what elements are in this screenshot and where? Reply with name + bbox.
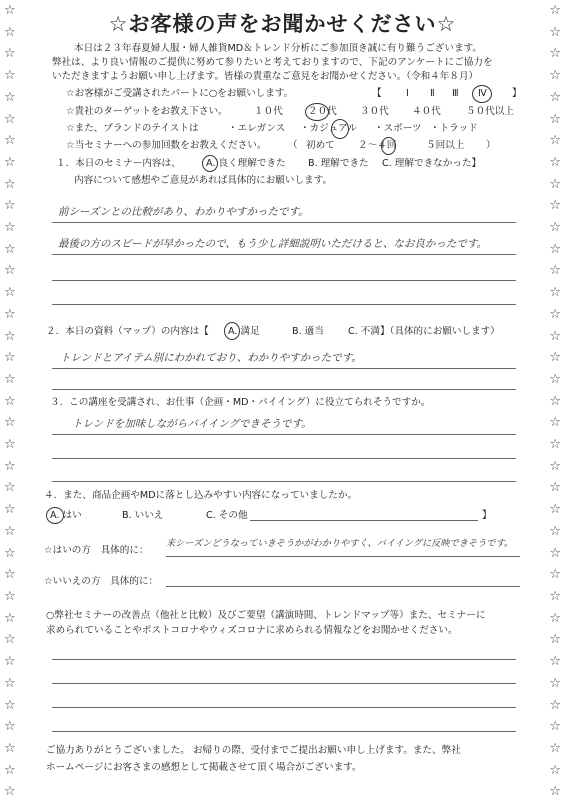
star-border-icon: ☆: [549, 3, 561, 18]
q4-selected-circle: [46, 507, 64, 524]
other-answer-line: [250, 520, 478, 521]
count-2-4[interactable]: ２～４回: [358, 140, 397, 151]
star-border-icon: ☆: [549, 437, 561, 453]
star-border-icon: ☆: [549, 784, 561, 800]
star-border-icon: ☆: [549, 154, 561, 170]
intro-line-3: いただきますようお願い申し上げます。皆様の貴重なご意見をお聞かせください。（令和４年８月）: [52, 71, 479, 82]
part-bracket-open: 【: [372, 88, 382, 99]
yes-label: ☆はいの方 具体的に：: [44, 545, 149, 556]
taste-elegance[interactable]: ・エレガンス: [228, 123, 286, 134]
yes-answer: 来シーズンどうなっていきそうかがわかりやすく、バイイングに反映できそうです。: [166, 538, 514, 549]
star-border-icon: ☆: [549, 24, 561, 40]
answer-line: [52, 368, 516, 369]
star-border-icon: ☆: [549, 458, 561, 474]
q1-answer-2: 最後の方のスピードが早かったので、もう少し詳細説明いただけると、なお良かったです。: [58, 238, 488, 250]
star-border-icon: ☆: [549, 480, 561, 496]
q2-option-b[interactable]: B. 適当: [292, 326, 324, 337]
answer-line: [52, 458, 516, 459]
answer-line: [52, 481, 516, 482]
answer-line: [52, 683, 516, 684]
star-border-icon: ☆: [4, 523, 16, 539]
star-border-icon: ☆: [4, 437, 16, 453]
star-border-icon: ☆: [4, 285, 16, 301]
star-border-icon: ☆: [549, 740, 561, 756]
taste-trad[interactable]: ・トラッド: [430, 123, 478, 134]
star-border-icon: ☆: [4, 263, 16, 279]
star-border-icon: ☆: [4, 241, 16, 257]
star-border-icon: ☆: [4, 371, 16, 387]
star-border-icon: ☆: [549, 610, 561, 626]
q3-text: ３．この講座を受講され、お仕事（企画・MD・バイイング）に役立てられそうですか。: [50, 397, 431, 408]
footer-line-2: ホームページにお客さまの感想として掲載させて頂く場合がございます。: [46, 762, 362, 773]
page-title: ☆お客様の声をお聞かせください☆: [108, 12, 457, 36]
no-label: ☆いいえの方 具体的に：: [44, 576, 159, 587]
star-border-icon: ☆: [4, 3, 16, 18]
star-border-icon: ☆: [549, 176, 561, 192]
star-border-icon: ☆: [4, 588, 16, 604]
count-paren-close: ）: [486, 140, 496, 151]
star-border-icon: ☆: [4, 176, 16, 192]
star-border-icon: ☆: [549, 133, 561, 149]
star-border-icon: ☆: [549, 415, 561, 431]
answer-line: [52, 280, 516, 281]
star-border-icon: ☆: [4, 610, 16, 626]
count-5plus[interactable]: ５回以上: [426, 140, 465, 151]
star-border-icon: ☆: [4, 68, 16, 84]
star-border-icon: ☆: [549, 545, 561, 561]
star-border-icon: ☆: [549, 46, 561, 62]
left-star-border: [4, 0, 16, 803]
q4-option-b[interactable]: B. いいえ: [122, 510, 164, 521]
star-border-icon: ☆: [549, 263, 561, 279]
q2-option-a[interactable]: A. 満足: [228, 326, 260, 337]
star-border-icon: ☆: [549, 393, 561, 409]
q2-option-c[interactable]: C. 不満】（具体的にお願いします）: [348, 326, 500, 337]
part-option-1[interactable]: Ⅰ: [406, 88, 409, 99]
answer-line: [52, 707, 516, 708]
star-border-icon: ☆: [4, 154, 16, 170]
star-border-icon: ☆: [549, 306, 561, 322]
target-option-50s[interactable]: ５０代以上: [466, 106, 514, 117]
answer-line: [52, 659, 516, 660]
selected-part-circle: [472, 85, 492, 103]
selected-taste-circle: [331, 119, 349, 139]
star-border-icon: ☆: [4, 697, 16, 713]
target-option-20s[interactable]: ２０代: [308, 106, 337, 117]
part-option-3[interactable]: Ⅲ: [452, 88, 459, 99]
star-border-icon: ☆: [4, 545, 16, 561]
star-border-icon: ☆: [549, 675, 561, 691]
star-border-icon: ☆: [549, 719, 561, 735]
q1-option-b[interactable]: B. 理解できた: [308, 158, 369, 169]
part-bracket-close: 】: [512, 88, 522, 99]
star-border-icon: ☆: [4, 762, 16, 778]
q2-text: ２．本日の資料（マップ）の内容は【: [46, 326, 209, 337]
intro-line-2: 弊社は、より良い情報のご提供に努めて参りたいと考えておりますので、下記のアンケートにご協力を: [52, 57, 493, 68]
q1-sub: 内容について感想やご意見があれば具体的にお願いします。: [74, 175, 333, 186]
q1-option-c[interactable]: C. 理解できなかった】: [382, 158, 482, 169]
star-border-icon: ☆: [549, 523, 561, 539]
q4-option-c[interactable]: C. その他: [206, 510, 248, 521]
answer-line: [52, 304, 516, 305]
star-border-icon: ☆: [549, 285, 561, 301]
part-option-4[interactable]: Ⅳ: [478, 88, 487, 99]
taste-sports[interactable]: ・スポーツ: [374, 123, 422, 134]
star-border-icon: ☆: [549, 68, 561, 84]
star-border-icon: ☆: [4, 675, 16, 691]
answer-line: [52, 222, 516, 223]
taste-casual[interactable]: ・カジュアル: [300, 123, 357, 134]
q4-option-a[interactable]: A. はい: [50, 510, 82, 521]
part-option-2[interactable]: Ⅱ: [430, 88, 435, 99]
answer-line: [52, 731, 516, 732]
target-question: ☆貴社のターゲットをお教え下さい。: [66, 106, 228, 117]
q1-option-a[interactable]: A. 良く理解できた: [206, 158, 286, 169]
star-border-icon: ☆: [4, 350, 16, 366]
q4-text: ４．また、商品企画やMDに落とし込みやすい内容になっていましたか。: [44, 490, 358, 501]
star-border-icon: ☆: [549, 241, 561, 257]
q3-answer-1: トレンドを加味しながらバイイングできそうです。: [72, 418, 312, 430]
q2-selected-circle: [224, 322, 240, 340]
q4-bracket-close: 】: [482, 510, 492, 521]
star-border-icon: ☆: [4, 46, 16, 62]
star-border-icon: ☆: [549, 654, 561, 670]
count-question: ☆当セミナーへの参加回数をお教えください。: [66, 140, 267, 151]
answer-line: [52, 254, 516, 255]
star-border-icon: ☆: [549, 350, 561, 366]
star-border-icon: ☆: [549, 111, 561, 127]
star-border-icon: ☆: [4, 133, 16, 149]
q1-answer-1: 前シーズンとの比較があり、わかりやすかったです。: [58, 206, 309, 218]
star-border-icon: ☆: [549, 502, 561, 518]
star-border-icon: ☆: [4, 654, 16, 670]
star-border-icon: ☆: [4, 220, 16, 236]
answer-line: [52, 434, 516, 435]
star-border-icon: ☆: [4, 502, 16, 518]
star-border-icon: ☆: [549, 762, 561, 778]
footer-line-1: ご協力ありがとうございました。 お帰りの際、受付までご提出お願い申し上げます。また、弊社: [46, 745, 461, 756]
star-border-icon: ☆: [4, 567, 16, 583]
star-border-icon: ☆: [4, 198, 16, 214]
star-border-icon: ☆: [549, 567, 561, 583]
part-question: ☆お客様がご受講されたパートに○をお願いします。: [66, 88, 294, 99]
star-border-icon: ☆: [4, 393, 16, 409]
q1-text: １．本日のセミナー内容は、: [56, 158, 181, 169]
count-paren-open: （: [288, 140, 298, 151]
star-border-icon: ☆: [4, 24, 16, 40]
answer-line: [52, 389, 516, 390]
intro-line-1: 本日は２３年春夏婦人服・婦人雑貨MD＆トレンド分析にご参加頂き誠に有り難うございます。: [74, 43, 482, 54]
no-answer-line: [166, 586, 520, 587]
target-option-40s[interactable]: ４０代: [412, 106, 441, 117]
star-border-icon: ☆: [549, 89, 561, 105]
star-border-icon: ☆: [4, 328, 16, 344]
right-star-border: [549, 0, 561, 803]
q5-line-2: 求められていることやポストコロナやウィズコロナに求められる情報などをお聞かせください。: [46, 625, 458, 636]
star-border-icon: ☆: [549, 220, 561, 236]
star-border-icon: ☆: [549, 697, 561, 713]
star-border-icon: ☆: [4, 306, 16, 322]
q2-answer-1: トレンドとアイテム別にわかれており、わかりやすかったです。: [60, 352, 362, 364]
star-border-icon: ☆: [4, 784, 16, 800]
star-border-icon: ☆: [549, 328, 561, 344]
star-border-icon: ☆: [4, 740, 16, 756]
star-border-icon: ☆: [4, 632, 16, 648]
star-border-icon: ☆: [4, 458, 16, 474]
star-border-icon: ☆: [4, 89, 16, 105]
star-border-icon: ☆: [549, 632, 561, 648]
yes-answer-line: [166, 556, 520, 557]
brand-question: ☆また、ブランドのテイストは: [66, 123, 199, 134]
q5-line-1: ○弊社セミナーの改善点（他社と比較）及びご要望（講演時間、トレンドマップ等）また、セミナーに: [46, 610, 486, 621]
target-option-30s[interactable]: ３０代: [360, 106, 389, 117]
star-border-icon: ☆: [549, 371, 561, 387]
selected-target-circle: [305, 103, 329, 121]
star-border-icon: ☆: [549, 198, 561, 214]
q1-selected-circle: [202, 155, 218, 172]
star-border-icon: ☆: [4, 111, 16, 127]
star-border-icon: ☆: [4, 719, 16, 735]
count-first[interactable]: 初めて: [306, 140, 335, 151]
target-option-10s[interactable]: １０代: [254, 106, 283, 117]
selected-count-circle: [381, 137, 396, 155]
star-border-icon: ☆: [4, 480, 16, 496]
star-border-icon: ☆: [549, 588, 561, 604]
star-border-icon: ☆: [4, 415, 16, 431]
